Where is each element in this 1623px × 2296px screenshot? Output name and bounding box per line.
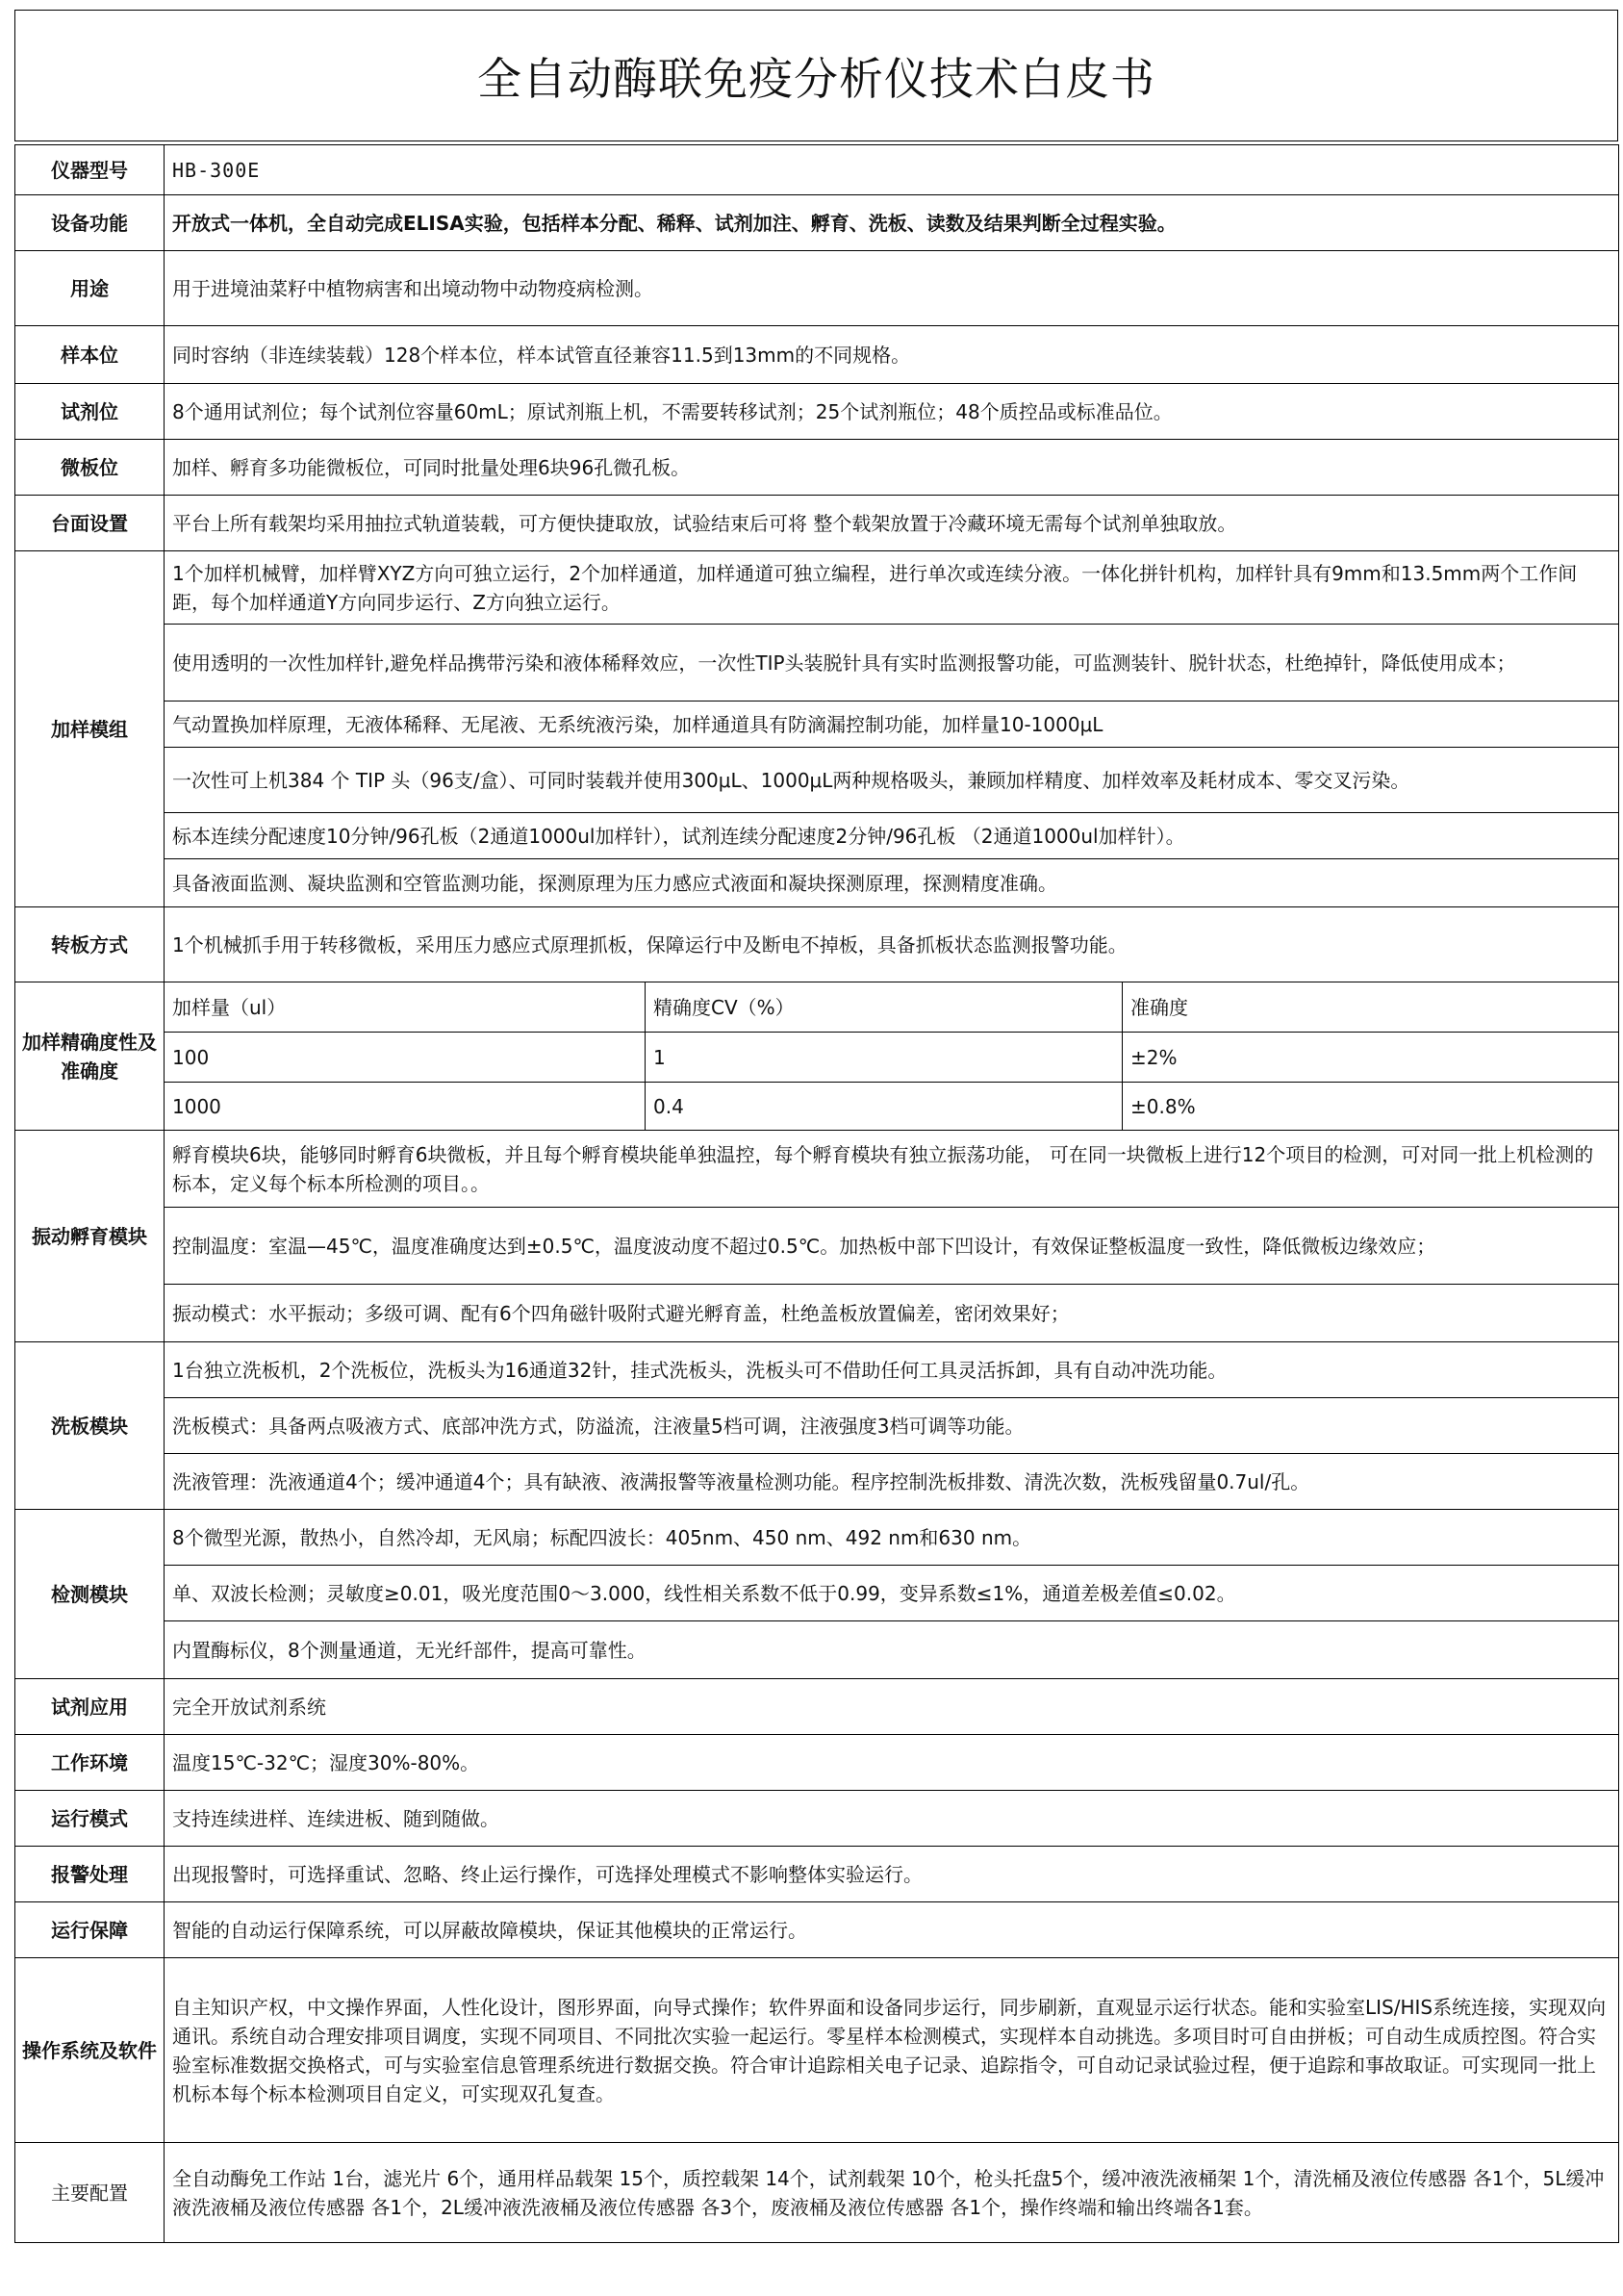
spec-row-guarantee [15,1902,1619,1958]
pipetting-item: 1个加样机械臂，加样臂XYZ方向可独立运行，2个加样通道，加样通道可独立编程，进行单次或连续分液。一体化拼针机构，加样针具有9mm和13.5mm两个工作间距，每个加样通道Y方向同步运行、Z方向独立运行。 [165,551,1619,625]
spec-row-pipetting [15,625,1619,702]
precision-cell: 0.4 [646,1083,1123,1131]
spec-row-run-mode [15,1791,1619,1847]
pipetting-item: 一次性可上机384 个 TIP 头（96支/盒）、可同时装载并使用300μL、1000μL两种规格吸头，兼顾加样精度、加样效率及耗材成本、零交叉污染。 [165,748,1619,813]
spec-row-sample [15,326,1619,384]
spec-row-incubation [15,1285,1619,1342]
document-title: 全自动酶联免疫分析仪技术白皮书 [14,10,1618,141]
row-label: 试剂位 [15,384,165,440]
spec-row-detection [15,1566,1619,1621]
spec-table [14,144,1619,2243]
spec-row-model [15,145,1619,195]
precision-cell: ±2% [1123,1033,1619,1083]
row-label: 设备功能 [15,195,165,251]
precision-row [15,1033,1619,1083]
precision-cell: 1 [646,1033,1123,1083]
incubation-item: 控制温度：室温—45℃，温度准确度达到±0.5℃，温度波动度不超过0.5℃。加热板中部下凹设计，有效保证整板温度一致性，降低微板边缘效应； [165,1208,1619,1285]
detection-item: 内置酶标仪，8个测量通道，无光纤部件，提高可靠性。 [165,1621,1619,1679]
spec-row-plate [15,440,1619,496]
spec-row-pipetting [15,859,1619,907]
deck-value: 平台上所有载架均采用抽拉式轨道装载，可方便快捷取放，试验结束后可将 整个载架放置于冷藏环境无需每个试剂单独取放。 [165,496,1619,551]
row-label: 用途 [15,251,165,326]
pipetting-item: 气动置换加样原理，无液体稀释、无尾液、无系统液污染，加样通道具有防滴漏控制功能，加样量10-1000μL [165,702,1619,748]
pipetting-item: 具备液面监测、凝块监测和空管监测功能，探测原理为压力感应式液面和凝块探测原理，探测精度准确。 [165,859,1619,907]
incubation-item: 振动模式：水平振动；多级可调、配有6个四角磁针吸附式避光孵育盖，杜绝盖板放置偏差，密闭效果好； [165,1285,1619,1342]
row-label: 操作系统及软件 [15,1958,165,2143]
config-value: 全自动酶免工作站 1台，滤光片 6个，通用样品载架 15个，质控载架 14个，试剂载架 10个，枪头托盘5个，缓冲液洗液桶架 1个，清洗桶及液位传感器 各1个，5L缓冲液洗液桶及液位传感器 各1个，2L缓冲液洗液桶及液位传感器 各3个，废液桶及液位传感器 各1个，操作终端和输出终端各1套。 [165,2143,1619,2243]
row-label: 洗板模块 [15,1342,165,1510]
row-label: 转板方式 [15,907,165,982]
guarantee-value: 智能的自动运行保障系统，可以屏蔽故障模块，保证其他模块的正常运行。 [165,1902,1619,1958]
reagent-value: 8个通用试剂位；每个试剂位容量60mL；原试剂瓶上机，不需要转移试剂；25个试剂瓶位；48个质控品或标准品位。 [165,384,1619,440]
software-value: 自主知识产权，中文操作界面，人性化设计，图形界面，向导式操作；软件界面和设备同步运行，同步刷新，直观显示运行状态。能和实验室LIS/HIS系统连接，实现双向通讯。系统自动合理安排项目调度，实现不同项目、不同批次实验一起运行。零星样本检测模式，实现样本自动挑选。多项目时可自由拼板；可自动生成质控图。符合实验室标准数据交换格式，可与实验室信息管理系统进行数据交换。符合审计追踪相关电子记录、追踪指令，可自动记录试验过程，便于追踪和事故取证。可实现同一批上机标本每个标本检测项目自定义，可实现双孔复查。 [165,1958,1619,2143]
spec-row-reagent [15,384,1619,440]
row-label: 加样精确度性及准确度 [15,982,165,1131]
detection-item: 单、双波长检测；灵敏度≥0.01，吸光度范围0～3.000，线性相关系数不低于0.99，变异系数≤1%，通道差极差值≤0.02。 [165,1566,1619,1621]
precision-col-header: 准确度 [1123,982,1619,1033]
reagent-app-value: 完全开放试剂系统 [165,1679,1619,1735]
spec-row-usage [15,251,1619,326]
row-label: 样本位 [15,326,165,384]
spec-row-environment [15,1735,1619,1791]
spec-row-pipetting [15,748,1619,813]
precision-cell: 100 [165,1033,646,1083]
precision-header-row [15,982,1619,1033]
spec-row-incubation [15,1131,1619,1208]
sample-value: 同时容纳（非连续装载）128个样本位，样本试管直径兼容11.5到13mm的不同规格。 [165,326,1619,384]
spec-row-washer [15,1454,1619,1510]
row-label: 运行保障 [15,1902,165,1958]
spec-row-washer [15,1342,1619,1398]
row-label: 试剂应用 [15,1679,165,1735]
precision-cell: 1000 [165,1083,646,1131]
row-label: 报警处理 [15,1847,165,1902]
precision-col-header: 精确度CV（%） [646,982,1123,1033]
spec-row-detection [15,1510,1619,1566]
spec-row-pipetting [15,813,1619,859]
row-label: 微板位 [15,440,165,496]
row-label: 运行模式 [15,1791,165,1847]
spec-row-function [15,195,1619,251]
row-label: 仪器型号 [15,145,165,195]
run-mode-value: 支持连续进样、连续进板、随到随做。 [165,1791,1619,1847]
spec-row-detection [15,1621,1619,1679]
usage-value: 用于进境油菜籽中植物病害和出境动物中动物疫病检测。 [165,251,1619,326]
pipetting-item: 标本连续分配速度10分钟/96孔板（2通道1000ul加样针），试剂连续分配速度2分钟/96孔板 （2通道1000ul加样针）。 [165,813,1619,859]
detection-item: 8个微型光源，散热小，自然冷却，无风扇；标配四波长：405nm、450 nm、492 nm和630 nm。 [165,1510,1619,1566]
spec-row-incubation [15,1208,1619,1285]
row-label: 加样模组 [15,551,165,907]
spec-row-reagent-app [15,1679,1619,1735]
pipetting-item: 使用透明的一次性加样针,避免样品携带污染和液体稀释效应，一次性TIP头装脱针具有实时监测报警功能，可监测装针、脱针状态，杜绝掉针，降低使用成本； [165,625,1619,702]
spec-row-software [15,1958,1619,2143]
plate-value: 加样、孵育多功能微板位，可同时批量处理6块96孔微孔板。 [165,440,1619,496]
precision-col-header: 加样量（ul） [165,982,646,1033]
spec-row-config [15,2143,1619,2243]
washer-item: 洗板模式：具备两点吸液方式、底部冲洗方式，防溢流，注液量5档可调，注液强度3档可调等功能。 [165,1398,1619,1454]
spec-row-washer [15,1398,1619,1454]
spec-row-pipetting [15,551,1619,625]
spec-row-transfer [15,907,1619,982]
row-label: 工作环境 [15,1735,165,1791]
spec-row-alarm [15,1847,1619,1902]
environment-value: 温度15℃-32℃；湿度30%-80%。 [165,1735,1619,1791]
model-value: HB-300E [165,145,1619,195]
washer-item: 1台独立洗板机，2个洗板位，洗板头为16通道32针，挂式洗板头，洗板头可不借助任何工具灵活拆卸，具有自动冲洗功能。 [165,1342,1619,1398]
function-value: 开放式一体机，全自动完成ELISA实验，包括样本分配、稀释、试剂加注、孵育、洗板、读数及结果判断全过程实验。 [165,195,1619,251]
row-label: 主要配置 [15,2143,165,2243]
incubation-item: 孵育模块6块，能够同时孵育6块微板，并且每个孵育模块能单独温控，每个孵育模块有独立振荡功能， 可在同一块微板上进行12个项目的检测，可对同一批上机检测的标本，定义每个标本所检测的项目。。 [165,1131,1619,1208]
precision-row [15,1083,1619,1131]
spec-row-pipetting [15,702,1619,748]
washer-item: 洗液管理：洗液通道4个；缓冲通道4个；具有缺液、液满报警等液量检测功能。程序控制洗板排数、清洗次数，洗板残留量0.7ul/孔。 [165,1454,1619,1510]
precision-cell: ±0.8% [1123,1083,1619,1131]
spec-row-deck [15,496,1619,551]
alarm-value: 出现报警时，可选择重试、忽略、终止运行操作，可选择处理模式不影响整体实验运行。 [165,1847,1619,1902]
transfer-value: 1个机械抓手用于转移微板，采用压力感应式原理抓板，保障运行中及断电不掉板，具备抓板状态监测报警功能。 [165,907,1619,982]
row-label: 检测模块 [15,1510,165,1679]
row-label: 台面设置 [15,496,165,551]
row-label: 振动孵育模块 [15,1131,165,1342]
